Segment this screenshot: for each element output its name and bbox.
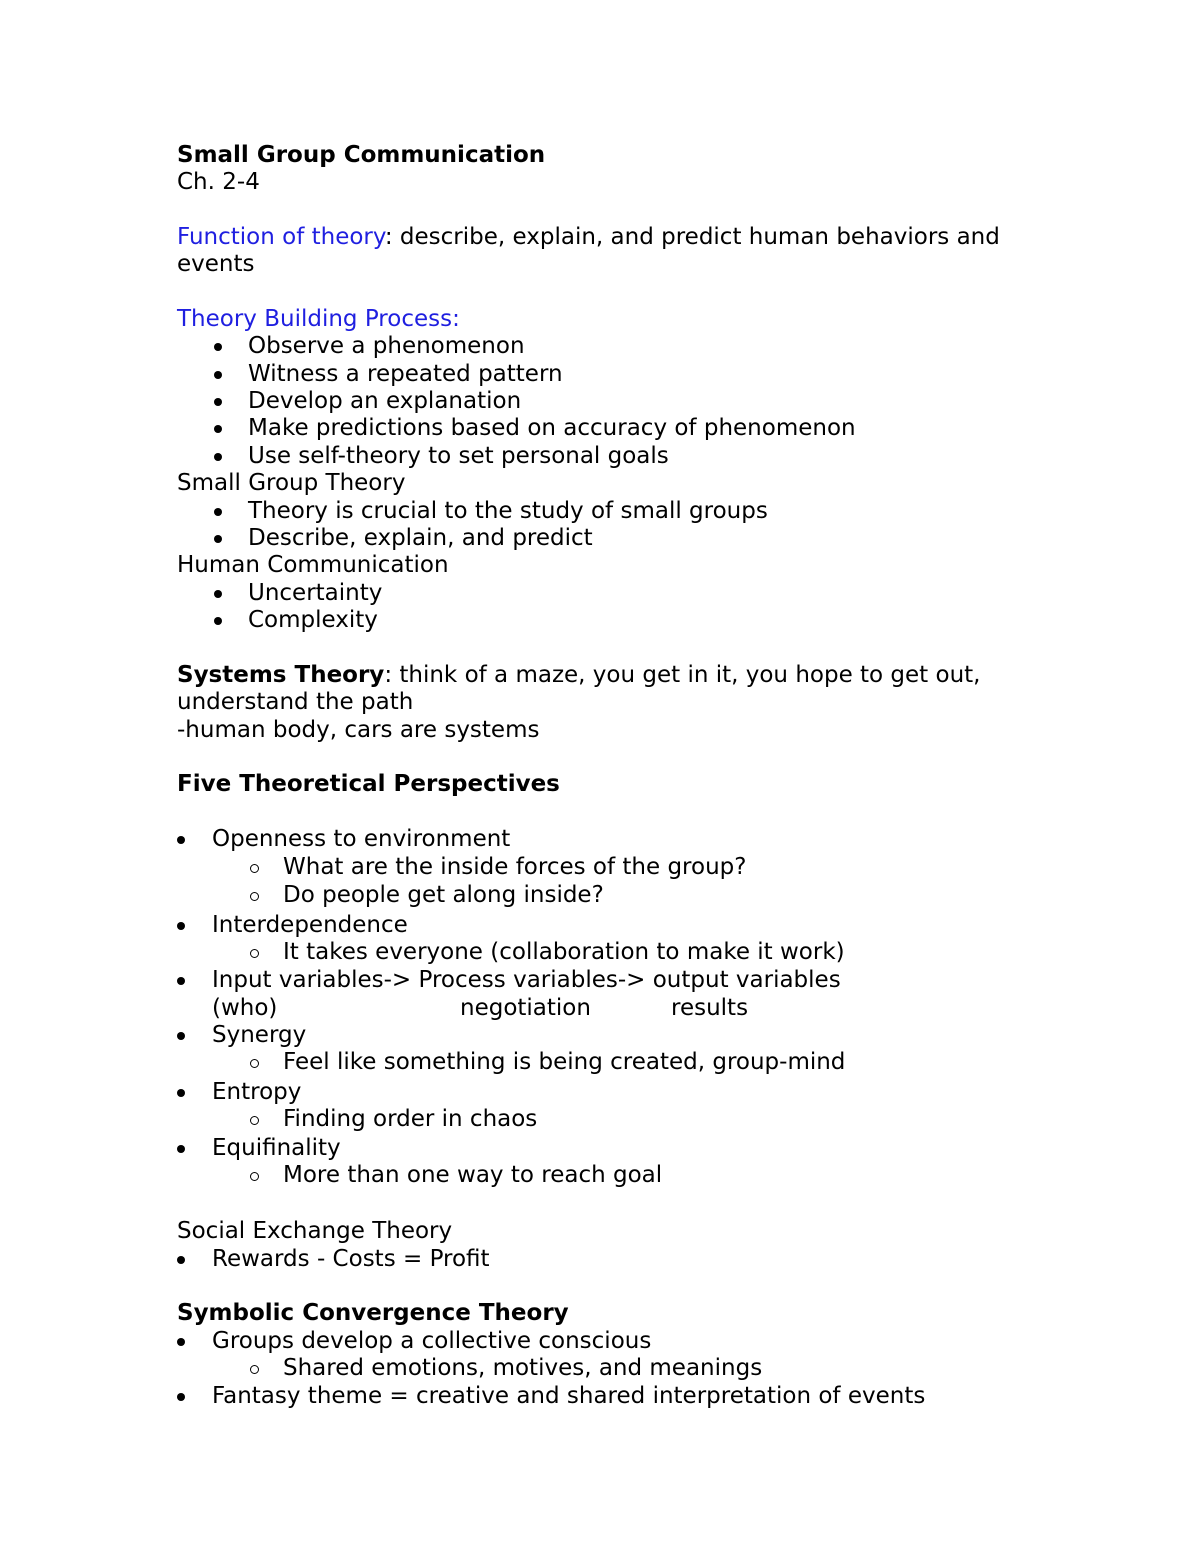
list-item: Observe a phenomenon (248, 333, 525, 359)
io-negotiation: negotiation (460, 995, 591, 1021)
function-text-cont: events (177, 251, 255, 277)
bullet-icon (214, 453, 222, 461)
list-item: Theory is crucial to the study of small groups (248, 498, 768, 524)
building-heading: Theory Building Process: (177, 306, 460, 332)
list-item: Entropy (212, 1079, 302, 1105)
bullet-icon (177, 1393, 185, 1401)
five-perspectives-heading: Five Theoretical Perspectives (177, 771, 560, 797)
bullet-icon (177, 1145, 185, 1153)
bullet-icon (177, 922, 185, 930)
list-item: Use self-theory to set personal goals (248, 443, 669, 469)
bullet-icon (214, 590, 222, 598)
doc-chapters: Ch. 2-4 (177, 169, 260, 195)
sub-list-item: What are the inside forces of the group? (283, 854, 747, 880)
function-of-theory (177, 224, 1000, 251)
bullet-icon (214, 371, 222, 379)
bullet-icon (214, 343, 222, 351)
symbolic-convergence-heading: Symbolic Convergence Theory (177, 1300, 569, 1326)
bullet-icon (177, 1089, 185, 1097)
bullet-icon (177, 1338, 185, 1346)
sub-bullet-icon (250, 864, 259, 873)
bullet-icon (214, 617, 222, 625)
systems-label: Systems Theory (177, 662, 385, 688)
doc-title: Small Group Communication (177, 142, 546, 168)
list-item: Interdependence (212, 912, 408, 938)
sub-list-item: Finding order in chaos (283, 1106, 538, 1132)
sub-bullet-icon (250, 1365, 259, 1374)
bullet-icon (214, 508, 222, 516)
list-item: Equifinality (212, 1135, 341, 1161)
sub-bullet-icon (250, 1059, 259, 1068)
list-item: Develop an explanation (248, 388, 522, 414)
list-item: Groups develop a collective conscious (212, 1328, 652, 1354)
list-item: Openness to environment (212, 826, 511, 852)
small-group-heading: Small Group Theory (177, 470, 406, 496)
systems-text-cont: understand the path (177, 689, 414, 715)
list-item: Synergy (212, 1022, 307, 1048)
list-item: Fantasy theme = creative and shared interpretation of events (212, 1383, 926, 1409)
list-item: Uncertainty (248, 580, 383, 606)
sub-bullet-icon (250, 949, 259, 958)
sub-list-item: Feel like something is being created, group-mind (283, 1049, 846, 1075)
io-results: results (671, 995, 749, 1021)
bullet-icon (177, 977, 185, 985)
sub-list-item: More than one way to reach goal (283, 1162, 663, 1188)
sub-list-item: It takes everyone (collaboration to make it work) (283, 939, 845, 965)
human-comm-heading: Human Communication (177, 552, 449, 578)
bullet-icon (214, 425, 222, 433)
social-exchange-heading: Social Exchange Theory (177, 1218, 453, 1244)
list-item: Witness a repeated pattern (248, 361, 563, 387)
list-item: Describe, explain, and predict (248, 525, 593, 551)
list-item: Make predictions based on accuracy of phenomenon (248, 415, 856, 441)
bullet-icon (177, 1256, 185, 1264)
bullet-icon (214, 398, 222, 406)
systems-note: -human body, cars are systems (177, 717, 540, 743)
sub-bullet-icon (250, 892, 259, 901)
list-item: Complexity (248, 607, 378, 633)
sub-list-item: Shared emotions, motives, and meanings (283, 1355, 763, 1381)
systems-theory (177, 662, 981, 689)
bullet-icon (214, 535, 222, 543)
list-item: Rewards - Costs = Profit (212, 1246, 490, 1272)
systems-text: : think of a maze, you get in it, you hope to get out, (384, 662, 981, 688)
list-item: Input variables-> Process variables-> output variables (212, 967, 841, 993)
sub-bullet-icon (250, 1116, 259, 1125)
bullet-icon (177, 836, 185, 844)
function-text: : describe, explain, and predict human behaviors and (384, 224, 1000, 250)
bullet-icon (177, 1032, 185, 1040)
sub-bullet-icon (250, 1172, 259, 1181)
sub-list-item: Do people get along inside? (283, 882, 604, 908)
io-who: (who) (212, 995, 278, 1021)
function-label: Function of theory (177, 224, 385, 250)
